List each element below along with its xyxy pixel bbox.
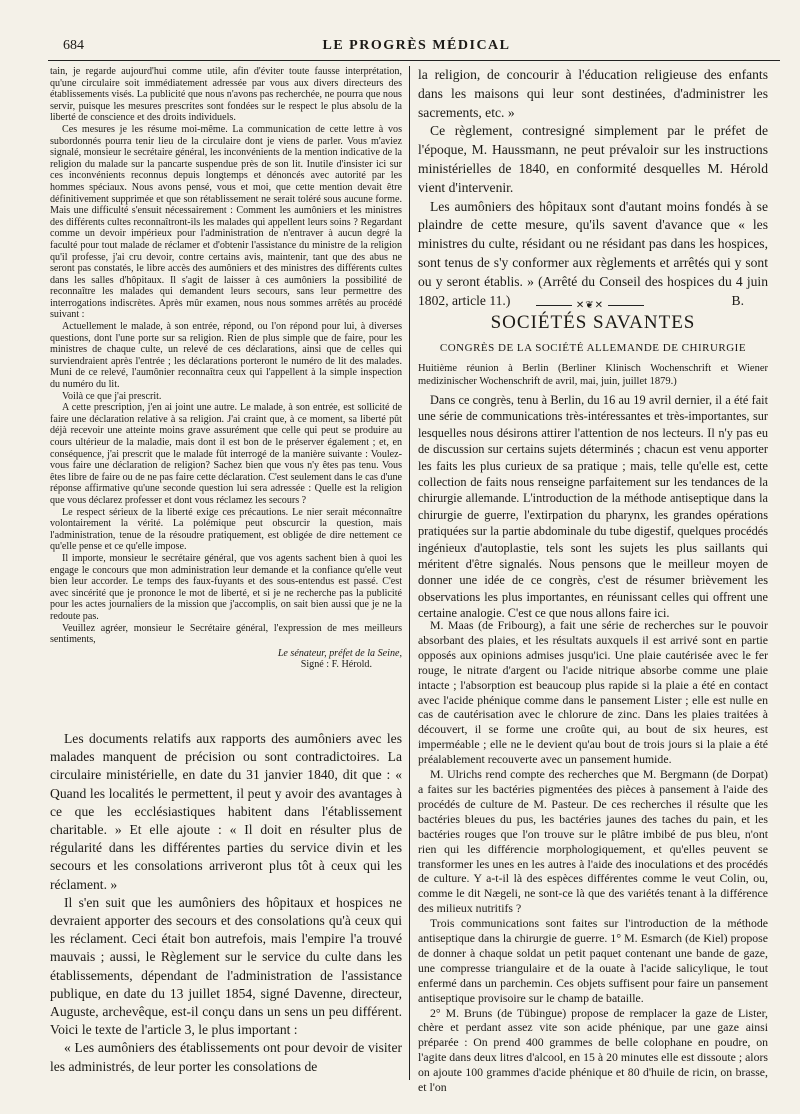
signature-title: Le sénateur, préfet de la Seine,: [277, 647, 402, 659]
paragraph: Veuillez agréer, monsieur le Secrétaire général, l'expression de mes meilleurs sentiments,: [50, 622, 402, 646]
paragraph: Le respect sérieux de la liberté exige ces précautions. Le nier serait méconnaître volontairement la vérité. La polémique peut obscurcir la question, mais l'administration, tenue de la résoudre pratiquement, est obligée de dire nettement ce qu'elle pense et ce qu'elle impose.: [50, 506, 402, 553]
paragraph: la religion, de concourir à l'éducation religieuse des enfants dans les maisons qui leur sont destinées, d'administrer les sacrements, etc. »: [418, 67, 768, 120]
column-divider: [409, 66, 410, 1080]
meeting-heading: Huitième réunion à Berlin (Berliner Klinisch Wochenschrift et Wiener medizinischer Wochenschrift de avril, mai, juin, juillet 1879.): [418, 363, 768, 387]
congress-reports: [418, 618, 768, 1095]
signature-name: Signé : F. Hérold.: [300, 659, 372, 671]
paragraph-text: Les aumôniers des hôpitaux sont d'autant moins fondés à se plaindre de cette mesure, qu'ils savent d'avance que « les ministres du culte, résidant ou ne résidant pas dans les hospices, sont tenus de s'y conformer aux règlements et arrêtés qui y sont ou y seront établis. » (Arrêté du Conseil des hospices du 4 juin 1802, article 11.): [418, 198, 768, 308]
author-initial: B.: [731, 292, 744, 308]
paragraph: Voilà ce que j'ai prescrit.: [62, 390, 162, 402]
page-number: 684: [63, 38, 84, 53]
header-rule: [48, 60, 780, 61]
paragraph: M. Maas (de Fribourg), a fait une série de recherches sur le pouvoir absorbant des plaies, et les résultats auxquels il est arrivé sont en partie opposés aux opinions admises jusqu'ici. Une plaie cautérisée avec le fer rouge, le nitrate d'argent ou l'acide nitrique absorbe comme une plaie intacte ; l'absorption est beaucoup plus rapide si la plaie a été en contact avec l'acide phénique comme dans le pansement Lister ; elle est nulle en cas de cautérisation avec le chlorure de zinc. Dans les plaies traitées à découvert, il se forme une croûte qui, au bout de six heures, est imperméable ; elle ne le devient qu'au bout de trois jours si la plaie a été préalablement recouverte avec un pansement humide.: [418, 618, 768, 767]
paragraph: tain, je regarde aujourd'hui comme utile, afin d'éviter toute fausse interprétation, qu'une circulaire soit immédiatement adressée par vous aux divers directeurs des établissements visés. La publicité que nous n'avons pas recherchée, ne pourra que nous servir, puisque les mesures prescrites sont fondées sur le respect le plus absolu de la liberté de conscience et des droits individuels.: [50, 66, 402, 124]
paragraph: M. Ulrichs rend compte des recherches que M. Bergmann (de Dorpat) a faites sur les bactéries pigmentées des pièces à pansement à l'aide des procédés de culture de M. Pasteur. De ces recherches il résulte que les bactéries bleues du pus, les bactéries jaunes des taches du pain, et les bactéries rouges que l'on trouve sur le plâtre imbibé de pus bleu, n'ont rien qui les différencie morphologiquement, et qu'elles peuvent se transformer les unes en les autres à l'aide des inoculations et des procédés de culture. Y a-t-il là des espèces différentes comme le veut Colin, ou, comme le dit Nægeli, ne sont-ce là que des variétés tenant à la différence des milieux nutritifs ?: [418, 767, 768, 916]
prefect-letter: [50, 66, 402, 724]
commentary-left: [50, 730, 402, 1082]
section-subtitle: CONGRÈS DE LA SOCIÉTÉ ALLEMANDE DE CHIRURGIE: [439, 342, 747, 354]
section-ornament: ✕❦✕: [520, 300, 660, 311]
paragraph: Ces mesures je les résume moi-même. La communication de cette lettre à vos subordonnés pourra tenir lieu de la circulaire dont je viens de parler. Vous m'aviez signalé, monsieur le secrétaire général, les inconvénients de la mention indicative de la religion du malade sur la pancarte suspendue près de son lit. Inutile d'insister ici sur ces inconvénients reconnus depuis longtemps et dénoncés avec autorité par les hommes spéciaux. Nous avons pensé, vous et moi, que cette mention devait être définitivement supprimée et que son rétablissement ne serait toléré sous aucune forme. Mais une difficulté s'ensuit nécessairement : Comment les aumôniers et les ministres des différents cultes reconnaîtront-ils les malades qui appellent leurs soins ? Regardant comme un devoir impérieux pour l'administration de n'entraver à aucun degré la faculté pour tout malade de réclamer et d'obtenir l'assistance du ministre de la religion qu'il professe, j'ai cru devoir, contre certains avis, maintenir, tant que des abus ne seront pas constatés, le libre accès des aumôniers et des ministres des différents cultes dans les salles d'hôpitaux. Il s'agit de laisser à ces aumôniers la possibilité de reconnaître les malades qui demandent leurs secours, sans leur permettre des interrogations indiscrètes. Après mûr examen, nous nous sommes arrêtés au procédé suivant :: [50, 123, 402, 321]
paragraph: 2° M. Bruns (de Tübingue) propose de remplacer la gaze de Lister, chère et perdant assez vite son acide phénique, par une gaze ainsi préparée : On prend 400 grammes de belle colophane en poudre, on l'agite dans deux litres d'alcool, en 15 à 20 minutes elle est dissoute ; alors on ajoute 100 grammes d'acide phénique et 80 d'huile de ricin, on brasse, et l'on: [418, 1005, 768, 1095]
paragraph: Ce règlement, contresigné simplement par le préfet de l'époque, M. Haussmann, ne peut prévaloir sur les instructions ministérielles de 1840, en conformité desquelles M. Hérold vient d'intervenir.: [418, 123, 768, 195]
paragraph: Il s'en suit que les aumôniers des hôpitaux et hospices ne devraient apporter des secours et des consolations qu'à ceux qui les réclament. Ceci était bon autrefois, mais l'empire l'a trouvé mauvais ; aussi, le Règlement sur le service du culte dans les établissements, dépendant de l'administration de l'assistance publique, en date du 13 juillet 1854, signé Davenne, directeur, Auguste, archevêque, est-il conçu dans un sens un peu différent. Voici le texte de l'article 3, le plus important :: [50, 894, 402, 1038]
section-title: SOCIÉTÉS SAVANTES: [490, 312, 696, 333]
paragraph: A cette prescription, j'en ai joint une autre. Le malade, à son entrée, est sollicité de faire une déclaration relative à sa religion. J'ai craint que, à ce moment, sa liberté pût déjà recevoir une atteinte moins grave assurément que celle qui peut se produire au cours ultérieur de la maladie, mais dont il est bon de le préserver également ; et, en conséquence, j'ai prescrit que le malade fût interrogé de la manière suivante : Voulez-vous faire une déclaration de religion? Sachez bien que vous n'y êtes pas tenu. Vous êtes libre de faire ou de ne pas faire cette déclaration. C'est seulement dans le cas d'une réponse affirmative qu'une seconde question lui sera adressée : Quelle est la religion que vous déclarez professer et dont vous réclamez les secours ?: [50, 402, 402, 506]
journal-title: LE PROGRÈS MÉDICAL: [322, 38, 511, 53]
page-header: [63, 38, 770, 56]
paragraph: Trois communications sont faites sur l'introduction de la méthode antiseptique dans la chirurgie de guerre. 1° M. Esmarch (de Kiel) propose de donner à chaque soldat un petit paquet contenant une bande de gaze, une compresse triangulaire et de la ouate à l'acide salicylique, le tout enfermé dans un parchemin. Ces objets suffisent pour faire un pansement antiseptique provisoire sur le champ de bataille.: [418, 916, 768, 1005]
paragraph: Les documents relatifs aux rapports des aumôniers avec les malades manquent de précision ou sont contradictoires. La circulaire ministérielle, en date du 31 janvier 1840, dit que : « Quand les localités le permettent, il peut y avoir des avantages à ce que les ecclésiastiques habitent dans l'établissement charitable. » Et elle ajoute : « Il doit en résulter plus de régularité dans les différentes parties du service divin et les secours et les consolations arriveront plus tôt à ceux qui les réclament. »: [50, 731, 402, 892]
paragraph: [418, 198, 768, 311]
commentary-right: [418, 66, 768, 308]
paragraph: Il importe, monsieur le secrétaire général, que vos agents sachent bien à quoi les engage le concours que mon administration leur demande et la confiance qu'elle veut bien leur accorder. Le temps des faux-fuyants et des sous-entendus est passé. C'est avec sincérité que je prononce le mot de liberté, et si je ne recherche pas la publicité pour les actes journaliers de la mission que j'accomplis, on sait bien aussi que je ne la redoute pas.: [50, 552, 402, 622]
paragraph: Actuellement le malade, à son entrée, répond, ou l'on répond pour lui, à diverses questions, dont l'une porte sur sa religion. Rien de plus simple que de faire, pour les ministres de chaque culte, un relevé de ces déclarations, ainsi que de celles qui surviendraient après l'entrée ; les déclarations porteront le numéro de lit des malades. Muni de ce relevé, l'aumônier reconnaîtra ceux qui l'appellent à la simple inspection du numéro du lit.: [50, 321, 402, 391]
paragraph: « Les aumôniers des établissements ont pour devoir de visiter les administrés, de leur porter les consolations de: [50, 1040, 402, 1074]
congress-intro: [418, 362, 768, 621]
paragraph: Dans ce congrès, tenu à Berlin, du 16 au 19 avril dernier, il a été fait une série de communications très-intéressantes et très-importantes, sur lesquelles nous désirons attirer l'attention de nos lecteurs. Il n'y pas eu de discussion sur certains sujets déterminés ; chacun est venu apporter les faits les plus curieux de sa pratique ; mais, telle qu'elle est, cette collection de faits nous renseigne parfaitement sur les tendances de la chirurgie allemande. L'introduction de la méthode antiseptique dans la chirurgie de guerre, l'extirpation du pharynx, les grandes opérations pratiquées sur la partie abdominale du tube digestif, quelques procédés ingénieux d'autoplastie, tels sont les sujets les plus saillants qui méritent d'être signalés. Nous pensons que le meilleur moyen de donner une idée de ce congrès, c'est de résumer brièvement les observations les plus importantes, en réunissant celles qui offrent une certaine analogie. C'est ce que nous allons faire ici.: [418, 393, 768, 621]
